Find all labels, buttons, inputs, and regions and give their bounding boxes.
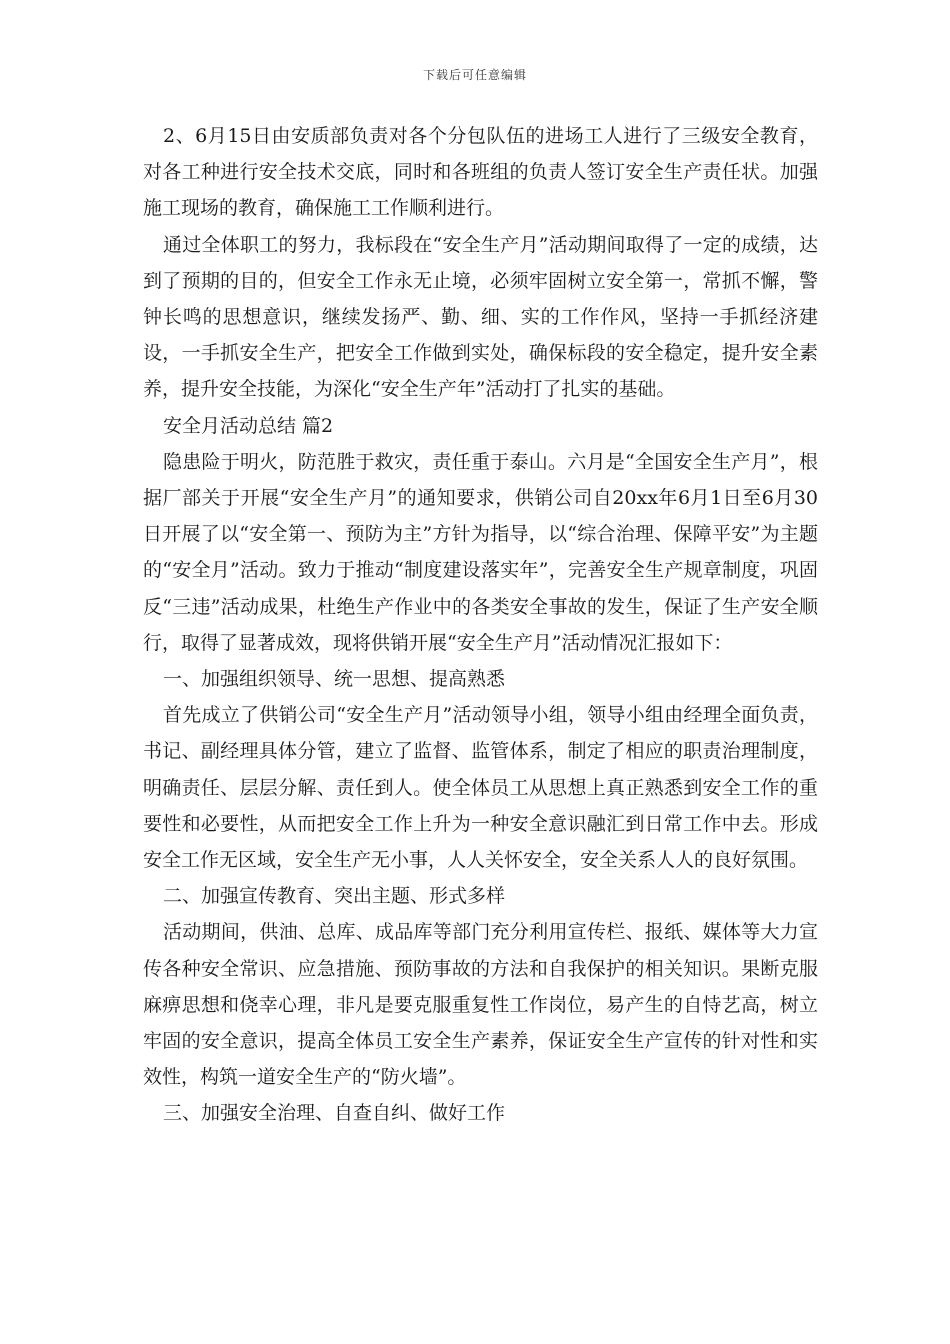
document-body [143, 118, 818, 1132]
paragraph-leadership: 首先成立了供销公司“安全生产月”活动领导小组，领导小组由经理全面负责，书记、副经理具体分管，建立了监督、监管体系，制定了相应的职责治理制度，明确责任、层层分解、责任到人。使全体员工从思想上真正熟悉到安全工作的重要性和必要性，从而把安全工作上升为一种安全意识融汇到日常工作中去。形成安全工作无区域，安全生产无小事，人人关怀安全，安全关系人人的良好氛围。 [143, 704, 818, 872]
paragraph-achievements: 通过全体职工的努力，我标段在“安全生产月”活动期间取得了一定的成绩，达到了预期的目的，但安全工作永无止境，必须牢固树立安全第一，常抓不懈，警钟长鸣的思想意识，继续发扬严、勤、细、实的工作作风，坚持一手抓经济建设，一手抓安全生产，把安全工作做到实处，确保标段的安全稳定，提升安全素养，提升安全技能，为深化“安全生产年”活动打了扎实的基础。 [143, 233, 818, 401]
section-heading-3: 三、加强安全治理、自查自纠、做好工作 [163, 1102, 506, 1125]
page-header: 下载后可任意编辑 [422, 68, 527, 82]
paragraph-publicity: 活动期间，供油、总库、成品库等部门充分利用宣传栏、报纸、媒体等大力宣传各种安全常识、应急措施、预防事故的方法和自我保护的相关知识。果断克服麻痹思想和侥幸心理，非凡是要克服重复性工作岗位，易产生的自恃艺高，树立牢固的安全意识，提高全体员工安全生产素养，保证安全生产宣传的针对性和实效性，构筑一道安全生产的“防火墙”。 [143, 921, 818, 1089]
paragraph-introduction: 隐患险于明火，防范胜于救灾，责任重于泰山。六月是“全国安全生产月”，根据厂部关于开展“安全生产月”的通知要求，供销公司自20xx年6月1日至6月30日开展了以“安全第一、预防为主”方针为指导，以“综合治理、保障平安”为主题的“安全月”活动。致力于推动“制度建设落实年”，完善安全生产规章制度，巩固反“三违”活动成果，杜绝生产作业中的各类安全事故的发生，保证了生产安全顺行，取得了显著成效，现将供销开展“安全生产月”活动情况汇报如下： [143, 450, 818, 654]
paragraph-safety-education: 2、6月15日由安质部负责对各个分包队伍的进场工人进行了三级安全教育，对各工种进行安全技术交底，同时和各班组的负责人签订安全生产责任状。加强施工现场的教育，确保施工工作顺利进行。 [143, 125, 818, 220]
section-heading-1: 一、加强组织领导、统一思想、提高熟悉 [163, 668, 506, 691]
section-heading-2: 二、加强宣传教育、突出主题、形式多样 [163, 885, 506, 908]
section-title-part-2: 安全月活动总结 篇2 [163, 414, 334, 437]
